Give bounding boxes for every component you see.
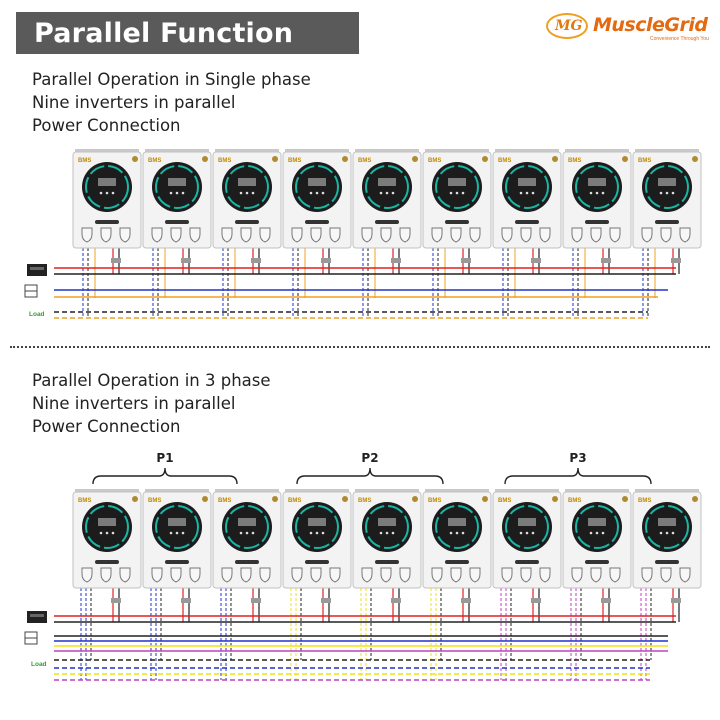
display-button-icon [462, 192, 465, 195]
shield-icon [152, 568, 162, 582]
shield-icon [642, 568, 652, 582]
breaker-icon [251, 258, 261, 263]
shield-icon [311, 568, 321, 582]
status-led-icon [342, 156, 348, 162]
display-screen [518, 178, 536, 186]
display-button-icon [246, 532, 249, 535]
display-button-icon [106, 532, 109, 535]
name-plate [165, 560, 189, 564]
bms-badge: BMS [148, 498, 162, 504]
bms-badge: BMS [78, 158, 92, 164]
display-button-icon [392, 192, 395, 195]
group-label: P3 [569, 451, 587, 465]
display-button-icon [672, 532, 675, 535]
breaker-icon [391, 598, 401, 603]
display-button-icon [672, 192, 675, 195]
breaker-icon [601, 598, 611, 603]
shield-icon [82, 568, 92, 582]
display-button-icon [380, 532, 383, 535]
section2-inverter-8 [563, 489, 631, 588]
bms-badge: BMS [358, 158, 372, 164]
breaker-icon [531, 258, 541, 263]
display-bezel [432, 502, 482, 552]
name-plate [375, 560, 399, 564]
breaker-icon [111, 598, 121, 603]
group-label: P2 [361, 451, 379, 465]
status-led-icon [412, 156, 418, 162]
shield-icon [82, 228, 92, 242]
display-button-icon [596, 532, 599, 535]
shield-icon [260, 228, 270, 242]
status-led-icon [482, 156, 488, 162]
status-led-icon [132, 496, 138, 502]
display-button-icon [602, 192, 605, 195]
display-button-icon [666, 532, 669, 535]
group-label: P1 [156, 451, 174, 465]
group-bracket-1 [93, 451, 237, 484]
display-button-icon [112, 192, 115, 195]
display-screen [588, 518, 606, 526]
bms-badge: BMS [148, 158, 162, 164]
status-led-icon [692, 496, 698, 502]
status-led-icon [202, 156, 208, 162]
display-button-icon [520, 532, 523, 535]
display-button-icon [182, 192, 185, 195]
load-label: Load [29, 311, 45, 318]
breaker-icon [181, 258, 191, 263]
shield-icon [101, 568, 111, 582]
display-bezel [362, 162, 412, 212]
breaker-icon [671, 598, 681, 603]
breaker-icon [601, 258, 611, 263]
shield-icon [572, 228, 582, 242]
display-bezel [82, 502, 132, 552]
display-bezel [292, 162, 342, 212]
shield-icon [680, 568, 690, 582]
display-button-icon [252, 532, 255, 535]
display-bezel [82, 162, 132, 212]
shield-icon [190, 228, 200, 242]
breaker-icon [391, 258, 401, 263]
section1-wiring [25, 248, 681, 318]
shield-icon [381, 568, 391, 582]
shield-icon [292, 228, 302, 242]
display-screen [448, 178, 466, 186]
section1-inverter-6 [423, 149, 491, 248]
display-button-icon [240, 532, 243, 535]
display-bezel [572, 502, 622, 552]
display-button-icon [322, 532, 325, 535]
display-button-icon [392, 532, 395, 535]
name-plate [655, 220, 679, 224]
shield-icon [451, 228, 461, 242]
display-screen [238, 518, 256, 526]
display-button-icon [456, 192, 459, 195]
display-button-icon [316, 192, 319, 195]
section1-inverter-9 [633, 149, 701, 248]
breaker-icon [461, 258, 471, 263]
section1-line-2: Nine inverters in parallel [32, 93, 236, 112]
shield-icon [171, 568, 181, 582]
display-button-icon [176, 532, 179, 535]
display-button-icon [526, 532, 529, 535]
bracket-icon [505, 468, 651, 484]
name-plate [95, 560, 119, 564]
display-button-icon [100, 192, 103, 195]
shield-icon [680, 228, 690, 242]
bms-badge: BMS [428, 158, 442, 164]
display-bezel [432, 162, 482, 212]
name-plate [165, 220, 189, 224]
display-button-icon [590, 532, 593, 535]
name-plate [235, 220, 259, 224]
status-led-icon [622, 496, 628, 502]
status-led-icon [412, 496, 418, 502]
shield-icon [432, 568, 442, 582]
name-plate [585, 560, 609, 564]
display-bezel [642, 502, 692, 552]
display-button-icon [310, 532, 313, 535]
display-bezel [572, 162, 622, 212]
breaker-icon [531, 598, 541, 603]
shield-icon [470, 228, 480, 242]
shield-icon [260, 568, 270, 582]
group-bracket-3 [505, 451, 651, 484]
shield-icon [400, 228, 410, 242]
display-button-icon [170, 192, 173, 195]
bms-badge: BMS [218, 158, 232, 164]
status-led-icon [272, 156, 278, 162]
display-button-icon [240, 192, 243, 195]
bracket-icon [93, 468, 237, 484]
section2-wiring [25, 588, 681, 680]
display-screen [98, 518, 116, 526]
display-bezel [152, 162, 202, 212]
display-button-icon [456, 532, 459, 535]
bms-badge: BMS [288, 498, 302, 504]
name-plate [375, 220, 399, 224]
shield-icon [661, 228, 671, 242]
display-button-icon [170, 532, 173, 535]
shield-icon [120, 228, 130, 242]
bms-badge: BMS [638, 498, 652, 504]
shield-icon [362, 568, 372, 582]
bms-badge: BMS [288, 158, 302, 164]
section2-inverter-7 [493, 489, 561, 588]
shield-icon [241, 568, 251, 582]
shield-icon [190, 568, 200, 582]
section2-inverter-4 [283, 489, 351, 588]
section2-inverter-2 [143, 489, 211, 588]
shield-icon [610, 228, 620, 242]
shield-icon [470, 568, 480, 582]
section2-line-3: Power Connection [32, 417, 181, 436]
shield-icon [120, 568, 130, 582]
display-button-icon [246, 192, 249, 195]
status-led-icon [622, 156, 628, 162]
status-led-icon [692, 156, 698, 162]
display-button-icon [450, 532, 453, 535]
shield-icon [642, 228, 652, 242]
status-led-icon [132, 156, 138, 162]
brand-badge: MG [546, 13, 588, 39]
brand-name: MuscleGrid [593, 14, 708, 36]
display-button-icon [322, 192, 325, 195]
shield-icon [502, 568, 512, 582]
display-bezel [222, 162, 272, 212]
display-button-icon [380, 192, 383, 195]
shield-icon [451, 568, 461, 582]
name-plate [515, 220, 539, 224]
shield-icon [222, 568, 232, 582]
display-button-icon [450, 192, 453, 195]
shield-icon [540, 228, 550, 242]
name-plate [95, 220, 119, 224]
section1-line-3: Power Connection [32, 116, 181, 135]
bms-badge: BMS [568, 158, 582, 164]
shield-icon [661, 568, 671, 582]
group-bracket-2 [297, 451, 443, 484]
display-button-icon [602, 532, 605, 535]
breaker-icon [671, 258, 681, 263]
display-button-icon [526, 192, 529, 195]
display-button-icon [532, 192, 535, 195]
bms-badge: BMS [498, 498, 512, 504]
display-screen [658, 178, 676, 186]
section2-inverter-9 [633, 489, 701, 588]
section1-inverter-2 [143, 149, 211, 248]
display-screen [238, 178, 256, 186]
display-button-icon [386, 532, 389, 535]
breaker-icon [321, 598, 331, 603]
battery-terminal-icon [30, 614, 44, 617]
bms-badge: BMS [428, 498, 442, 504]
name-plate [305, 560, 329, 564]
display-screen [378, 518, 396, 526]
shield-icon [171, 228, 181, 242]
status-led-icon [552, 156, 558, 162]
breaker-icon [181, 598, 191, 603]
display-bezel [502, 502, 552, 552]
battery-terminal-icon [30, 267, 44, 270]
shield-icon [241, 228, 251, 242]
display-screen [168, 178, 186, 186]
display-bezel [152, 502, 202, 552]
display-button-icon [386, 192, 389, 195]
breaker-icon [321, 258, 331, 263]
section1-inverter-3 [213, 149, 281, 248]
bms-badge: BMS [358, 498, 372, 504]
display-button-icon [176, 192, 179, 195]
bms-badge: BMS [568, 498, 582, 504]
display-screen [168, 518, 186, 526]
shield-icon [610, 568, 620, 582]
breaker-icon [461, 598, 471, 603]
display-button-icon [112, 532, 115, 535]
name-plate [515, 560, 539, 564]
brand-tagline: Convenience Through You [650, 36, 709, 42]
shield-icon [152, 228, 162, 242]
name-plate [585, 220, 609, 224]
page-title: Parallel Function [34, 18, 294, 49]
shield-icon [591, 568, 601, 582]
display-bezel [292, 502, 342, 552]
display-screen [588, 178, 606, 186]
shield-icon [591, 228, 601, 242]
section2-inverter-6 [423, 489, 491, 588]
display-screen [378, 178, 396, 186]
name-plate [655, 560, 679, 564]
name-plate [235, 560, 259, 564]
section2-inverter-5 [353, 489, 421, 588]
status-led-icon [272, 496, 278, 502]
display-button-icon [660, 192, 663, 195]
shield-icon [502, 228, 512, 242]
bms-badge: BMS [218, 498, 232, 504]
shield-icon [521, 568, 531, 582]
section1-inverter-5 [353, 149, 421, 248]
shield-icon [311, 228, 321, 242]
breaker-icon [111, 258, 121, 263]
shield-icon [521, 228, 531, 242]
status-led-icon [202, 496, 208, 502]
display-bezel [642, 162, 692, 212]
display-button-icon [462, 532, 465, 535]
bms-badge: BMS [498, 158, 512, 164]
shield-icon [330, 568, 340, 582]
display-button-icon [106, 192, 109, 195]
shield-icon [101, 228, 111, 242]
display-button-icon [252, 192, 255, 195]
display-button-icon [310, 192, 313, 195]
name-plate [445, 560, 469, 564]
display-bezel [502, 162, 552, 212]
breaker-icon [251, 598, 261, 603]
display-button-icon [666, 192, 669, 195]
display-screen [448, 518, 466, 526]
section2-line-1: Parallel Operation in 3 phase [32, 371, 271, 390]
display-button-icon [182, 532, 185, 535]
display-button-icon [532, 532, 535, 535]
display-button-icon [100, 532, 103, 535]
section1-line-1: Parallel Operation in Single phase [32, 70, 311, 89]
display-button-icon [520, 192, 523, 195]
display-screen [658, 518, 676, 526]
section2-line-2: Nine inverters in parallel [32, 394, 236, 413]
status-led-icon [482, 496, 488, 502]
load-label: Load [31, 661, 47, 668]
bms-badge: BMS [638, 158, 652, 164]
section1-inverter-4 [283, 149, 351, 248]
bms-badge: BMS [78, 498, 92, 504]
display-bezel [222, 502, 272, 552]
section1-inverter-1 [73, 149, 141, 248]
bracket-icon [297, 468, 443, 484]
section1-inverter-8 [563, 149, 631, 248]
shield-icon [400, 568, 410, 582]
display-bezel [362, 502, 412, 552]
shield-icon [362, 228, 372, 242]
display-button-icon [596, 192, 599, 195]
display-screen [308, 518, 326, 526]
shield-icon [432, 228, 442, 242]
shield-icon [330, 228, 340, 242]
display-screen [98, 178, 116, 186]
display-screen [518, 518, 536, 526]
shield-icon [572, 568, 582, 582]
status-led-icon [552, 496, 558, 502]
name-plate [305, 220, 329, 224]
display-button-icon [590, 192, 593, 195]
shield-icon [381, 228, 391, 242]
shield-icon [540, 568, 550, 582]
shield-icon [292, 568, 302, 582]
shield-icon [222, 228, 232, 242]
status-led-icon [342, 496, 348, 502]
display-button-icon [660, 532, 663, 535]
display-button-icon [316, 532, 319, 535]
section2-inverter-3 [213, 489, 281, 588]
section2-inverter-1 [73, 489, 141, 588]
section1-inverter-7 [493, 149, 561, 248]
display-screen [308, 178, 326, 186]
name-plate [445, 220, 469, 224]
